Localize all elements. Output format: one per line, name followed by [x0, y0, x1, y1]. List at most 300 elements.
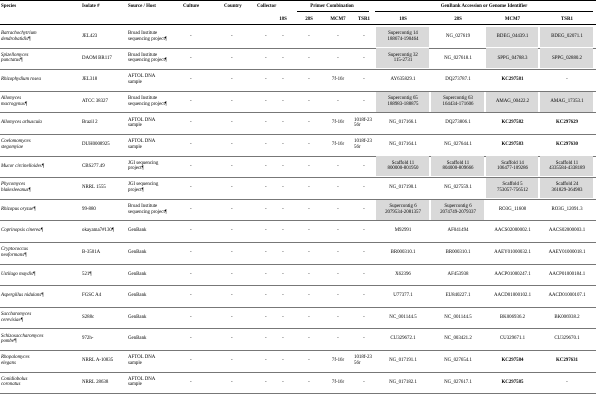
accession-28s: 804000-809666	[442, 166, 474, 172]
accession-18s: U77377.1	[393, 293, 413, 299]
primer-mcm7: -	[337, 293, 339, 299]
source-host: GenBank	[128, 271, 147, 277]
collector-value: -	[265, 250, 267, 255]
species-name: Conidiobolus	[1, 376, 28, 382]
collector-value: -	[265, 206, 267, 212]
primer-28s: -	[308, 206, 310, 212]
accession-tsr1: KC297629	[555, 120, 578, 126]
primer-tsr1: -	[363, 271, 365, 277]
accession-28s: NG_027619	[445, 34, 471, 39]
culture-value: -	[190, 185, 192, 191]
primer-tsr1: -	[363, 206, 365, 212]
species-name: punctatus¶	[1, 58, 23, 64]
accession-mcm7: Scaffold 14	[501, 160, 524, 166]
isolate-id: S288c	[82, 314, 95, 320]
isolate-id: okayama7#130¶	[82, 228, 115, 234]
isolate-id: ATCC 38327	[82, 98, 108, 104]
collector-value: -	[265, 379, 267, 385]
source-host: sample	[128, 144, 142, 150]
accession-18s: NG_017190.1	[389, 185, 417, 191]
accession-18s: Supercontig 6	[389, 204, 417, 209]
row-separator	[0, 393, 596, 394]
accession-mcm7: BK006936.2	[499, 314, 526, 320]
header-genbank-18s: 18S	[399, 17, 407, 22]
culture-value: -	[190, 98, 192, 104]
species-name: blakesleeanus¶	[1, 188, 31, 193]
culture-value: -	[190, 77, 192, 83]
source-host: Broad Institute	[128, 204, 158, 209]
country-value: -	[231, 379, 233, 385]
primer-mcm7: 7f-16r	[331, 77, 345, 83]
collector-value: -	[265, 336, 267, 342]
primer-tsr1: -	[363, 228, 365, 234]
accession-mcm7: KC297585	[501, 379, 524, 385]
accession-tsr1: 4335584-4338189	[549, 166, 585, 172]
culture-value: -	[190, 228, 192, 234]
accession-18s: Supercontig 14	[388, 31, 418, 37]
accession-18s: NC_001144.5	[389, 314, 417, 320]
accession-mcm7: SPPG_04788.3	[497, 55, 528, 61]
primer-18s: -	[282, 163, 284, 169]
collector-value: -	[265, 34, 267, 39]
culture-value: -	[190, 163, 192, 169]
accession-18s: Scaffold 11	[391, 160, 415, 166]
accession-mcm7: 106477-109286	[497, 166, 528, 172]
accession-mcm7: KC297582	[501, 120, 524, 126]
accession-mcm7: KC297581	[501, 77, 524, 83]
primer-28s: -	[308, 228, 310, 234]
accession-mcm7: AAEY01000032.1	[494, 250, 531, 255]
primer-28s: -	[308, 293, 310, 299]
primer-tsr1: -	[363, 77, 365, 83]
accession-tsr1: BK006938.2	[554, 314, 580, 320]
source-host: GenBank	[128, 314, 147, 320]
accession-18s: BR000310.1	[390, 250, 416, 255]
isolate-id: DUH0008925	[82, 142, 110, 147]
isolate-id: JEL423	[82, 34, 98, 39]
row-separator	[0, 69, 596, 70]
country-value: -	[231, 55, 233, 61]
primer-18s: -	[282, 142, 284, 147]
primer-mcm7: -	[337, 228, 339, 234]
primer-mcm7: -	[337, 34, 339, 39]
primer-mcm7: 7f-16r	[331, 142, 345, 147]
accession-18s: Supercontig 32	[388, 52, 418, 58]
primer-mcm7: 7f-16r	[331, 358, 345, 363]
collector-value: -	[265, 142, 267, 147]
header-primer-combination: Primer Combination	[310, 4, 354, 9]
species-name: Saccharomyces	[1, 312, 32, 317]
country-value: -	[231, 142, 233, 147]
accession-28s: 164434-171606	[442, 101, 474, 107]
country-value: -	[231, 358, 233, 363]
primer-group-rule	[297, 11, 369, 12]
collector-value: -	[265, 293, 267, 299]
primer-tsr1: 1018f-2356r	[354, 139, 372, 150]
primer-tsr1: -	[363, 163, 365, 169]
culture-value: -	[190, 336, 192, 342]
primer-tsr1: -	[363, 185, 365, 191]
source-host: project¶	[128, 166, 144, 172]
country-value: -	[231, 314, 233, 320]
row-separator	[0, 112, 596, 113]
accession-28s: NG_027618.1	[444, 55, 472, 61]
accession-tsr1: AACD01000107.1	[548, 293, 586, 299]
accession-28s: NG_027644.1	[444, 142, 472, 147]
country-value: -	[231, 228, 233, 234]
source-host: JGI sequencing	[128, 182, 159, 188]
species-name: pombe¶	[1, 339, 17, 345]
primer-tsr1: 1018f-2356r	[354, 355, 372, 366]
row-separator	[0, 372, 596, 373]
primer-28s: -	[308, 120, 310, 126]
source-host: AFTOL DNA	[128, 117, 156, 123]
primer-tsr1: -	[363, 336, 365, 342]
isolate-id: B-3501A	[82, 250, 101, 255]
accession-mcm7: AACP01000247.1	[494, 271, 531, 277]
country-value: -	[231, 271, 233, 277]
primer-mcm7: -	[337, 250, 339, 255]
primer-28s: -	[308, 34, 310, 39]
species-name: Coelomomyces	[1, 139, 31, 145]
row-separator	[0, 264, 596, 265]
primer-28s: -	[308, 142, 310, 147]
culture-value: -	[190, 206, 192, 212]
culture-value: -	[190, 34, 192, 39]
accession-18s: NG_017182.1	[389, 379, 417, 385]
culture-value: -	[190, 142, 192, 147]
culture-value: -	[190, 314, 192, 320]
collector-value: -	[265, 77, 267, 83]
primer-mcm7: -	[337, 336, 339, 342]
country-value: -	[231, 120, 233, 126]
primer-mcm7: 7f-16r	[331, 379, 345, 385]
country-value: -	[231, 250, 233, 255]
header-primer-18s: 18S	[279, 17, 287, 22]
accession-mcm7: BDEG_04439.1	[496, 34, 529, 39]
primer-tsr1: -	[363, 34, 365, 39]
header-culture: Culture	[183, 4, 200, 9]
species-name: Schizosaccharomyces	[1, 333, 44, 339]
accession-28s: 2074749-2079337	[440, 209, 476, 215]
primer-tsr1: -	[363, 98, 365, 104]
primer-28s: -	[308, 55, 310, 61]
source-host: AFTOL DNA	[128, 74, 156, 80]
species-name: Coprinopsis cinerea¶	[1, 228, 44, 234]
primer-28s: -	[308, 271, 310, 277]
collector-value: -	[265, 185, 267, 191]
accession-tsr1: AACP01000184.1	[548, 271, 586, 277]
isolate-id: NRRL 1555	[82, 185, 106, 191]
collector-value: -	[265, 55, 267, 61]
source-host: AFTOL DNA	[128, 139, 156, 145]
collector-value: -	[265, 120, 267, 126]
row-separator	[0, 328, 596, 329]
accession-28s: Scaffold 11	[446, 160, 470, 166]
header-primer-mcm7: MCM7	[330, 17, 346, 22]
row-separator	[0, 199, 596, 200]
header-source: Source / Host	[128, 4, 156, 9]
source-host: Broad Institute	[128, 52, 158, 58]
species-name: Phycomyces	[1, 182, 26, 188]
species-name: Rhizophydium rosea	[1, 77, 41, 83]
source-host: GenBank	[128, 336, 147, 342]
isolate-id: 521¶	[82, 271, 92, 277]
primer-tsr1: -	[363, 314, 365, 320]
header-primer-28s: 28S	[305, 17, 313, 22]
isolate-id: NRRL 28638	[82, 379, 109, 385]
country-value: -	[231, 336, 233, 342]
accession-28s: AF041494	[447, 228, 469, 234]
primer-28s: -	[308, 379, 310, 385]
row-separator	[0, 350, 596, 351]
culture-value: -	[190, 55, 192, 61]
primer-mcm7: -	[337, 98, 339, 104]
country-value: -	[231, 98, 233, 104]
accession-tsr1: CU329670.1	[554, 336, 580, 342]
source-host: JGI sequencing	[128, 160, 159, 166]
species-name: Rhizopus oryzae¶	[1, 206, 36, 212]
accession-tsr1: RO3G_12091.3	[551, 206, 583, 212]
primer-18s: -	[282, 293, 284, 299]
primer-28s: -	[308, 163, 310, 169]
isolate-id: 99-880	[82, 206, 96, 212]
accession-mcm7: KC297583	[501, 142, 524, 147]
primer-28s: -	[308, 336, 310, 342]
species-name: elegans	[1, 360, 16, 366]
accession-18s: NG_017164.1	[389, 142, 417, 147]
primer-18s: -	[282, 314, 284, 320]
primer-18s: -	[282, 336, 284, 342]
species-name: dendrobatidis¶	[1, 36, 31, 42]
collector-value: -	[265, 314, 267, 320]
accession-28s: DQ273787.1	[445, 77, 471, 83]
source-host: GenBank	[128, 228, 147, 234]
accession-tsr1: AACS02000003.1	[548, 228, 586, 234]
primer-18s: -	[282, 250, 284, 255]
primer-28s: -	[308, 250, 310, 255]
country-value: -	[231, 293, 233, 299]
primer-tsr1: -	[363, 250, 365, 255]
culture-value: -	[190, 379, 192, 385]
accession-mcm7: CU329671.1	[499, 336, 526, 342]
accession-tsr1: KC297630	[555, 142, 578, 147]
header-isolate: Isolate #	[82, 4, 100, 9]
accession-mcm7: AACS02000002.1	[494, 228, 531, 234]
accession-mcm7: 753057-756512	[497, 188, 528, 193]
source-host: Broad Institute	[128, 31, 158, 37]
primer-28s: -	[308, 77, 310, 83]
accession-tsr1: -	[566, 77, 568, 83]
primer-mcm7: -	[337, 163, 339, 169]
primer-mcm7: -	[337, 206, 339, 212]
isolate-id: Brazil 2	[82, 120, 98, 126]
species-name: Allomyces arbuscula	[1, 120, 42, 126]
accession-18s: NG_017166.1	[389, 120, 417, 126]
source-host: sequencing project¶	[128, 101, 168, 107]
primer-tsr1: -	[363, 55, 365, 61]
species-name: Aspergillus nidulans¶	[1, 293, 44, 299]
primer-28s: -	[308, 314, 310, 320]
accession-28s: Supercontig 6	[444, 204, 472, 209]
header-country: Country	[224, 4, 242, 9]
source-host: sequencing project¶	[128, 36, 168, 42]
source-host: sample	[128, 382, 142, 388]
accession-28s: DQ273806.1	[445, 120, 471, 126]
accession-tsr1: BDEG_02071.1	[551, 34, 583, 39]
accession-18s: CU329672.1	[390, 336, 416, 342]
primer-18s: -	[282, 55, 284, 61]
species-name: coronatus	[1, 382, 21, 388]
species-name: neoformans¶	[1, 252, 27, 258]
culture-value: -	[190, 358, 192, 363]
accession-28s: NG_027559.1	[444, 185, 472, 191]
row-separator	[0, 134, 596, 135]
row-separator	[0, 307, 596, 308]
row-separator	[0, 242, 596, 243]
accession-tsr1: Scaffold 11	[555, 160, 579, 166]
collector-value: -	[265, 358, 267, 363]
primer-18s: -	[282, 271, 284, 277]
primer-28s: -	[308, 185, 310, 191]
source-host: sequencing project¶	[128, 58, 168, 64]
country-value: -	[231, 77, 233, 83]
source-host: AFTOL DNA	[128, 355, 156, 361]
accession-18s: 188983-188875	[387, 101, 419, 107]
primer-18s: -	[282, 358, 284, 363]
species-name: Rhopalomyces	[1, 355, 30, 361]
culture-value: -	[190, 250, 192, 255]
accession-tsr1: -	[566, 379, 568, 385]
genbank-group-rule	[375, 11, 593, 12]
country-value: -	[231, 185, 233, 191]
source-host: sample	[128, 123, 142, 129]
header-genbank-mcm7: MCM7	[504, 17, 521, 22]
accession-28s: EU840227.1	[445, 293, 471, 299]
row-separator	[0, 220, 596, 221]
row-separator	[0, 285, 596, 286]
country-value: -	[231, 34, 233, 39]
collector-value: -	[265, 228, 267, 234]
culture-value: -	[190, 293, 192, 299]
header-genbank-28s: 28S	[454, 17, 462, 22]
species-name: Cryptococcus	[1, 247, 28, 253]
accession-28s: BR000310.1	[445, 250, 471, 255]
primer-18s: -	[282, 120, 284, 126]
source-host: AFTOL DNA	[128, 376, 156, 382]
accession-mcm7: AACD01000102.1	[493, 293, 532, 299]
isolate-id: CBS277.49	[82, 163, 105, 169]
accession-tsr1: AAEY01000018.1	[548, 250, 586, 255]
accession-28s: AF453938	[447, 271, 469, 277]
isolate-id: JEL318	[82, 77, 98, 83]
primer-28s: -	[308, 358, 310, 363]
accession-mcm7: KC297584	[501, 358, 524, 363]
accession-18s: Supercontig 65	[388, 96, 418, 101]
source-host: GenBank	[128, 250, 147, 255]
primer-mcm7: -	[337, 314, 339, 320]
header-primer-tsr1: TSR1	[358, 17, 370, 22]
primer-18s: -	[282, 77, 284, 83]
accession-28s: NG_027617.1	[444, 379, 472, 385]
accession-tsr1: KC297631	[555, 358, 578, 363]
source-host: project¶	[128, 188, 144, 193]
header-species: Species	[1, 4, 17, 9]
accession-18s: M92991	[394, 228, 412, 234]
species-name: macrogynus¶	[1, 101, 28, 107]
accession-28s: NG_027654.1	[444, 358, 472, 363]
primer-18s: -	[282, 228, 284, 234]
accession-18s: 188674-190464	[387, 36, 419, 42]
primer-18s: -	[282, 185, 284, 191]
accession-tsr1: SPPG_02880.2	[551, 55, 583, 61]
primer-mcm7: -	[337, 55, 339, 61]
species-name: Allomyces	[1, 96, 22, 101]
primer-mcm7: -	[337, 185, 339, 191]
primer-tsr1: -	[363, 293, 365, 299]
primer-18s: -	[282, 34, 284, 39]
source-host: GenBank	[128, 293, 147, 299]
accession-mcm7: Scaffold 5	[502, 182, 523, 188]
primer-28s: -	[308, 98, 310, 104]
primer-18s: -	[282, 206, 284, 212]
accession-tsr1: AMAG_17353.1	[550, 98, 584, 104]
accession-28s: NC_001144.5	[444, 314, 472, 320]
collector-value: -	[265, 271, 267, 277]
isolate-id: 972h-	[82, 336, 94, 342]
primer-mcm7: -	[337, 271, 339, 277]
table-top-rule	[0, 0, 596, 1]
accession-28s: Supercontig 63	[443, 96, 473, 101]
species-name: Batrachochytrium	[1, 31, 37, 37]
accession-18s: 115-2731	[393, 58, 413, 64]
accession-28s: NC_003421.2	[444, 336, 472, 342]
primer-18s: -	[282, 98, 284, 104]
accession-18s: AY635829.1	[390, 77, 416, 83]
species-name: Spizellomyces	[1, 52, 29, 58]
header-genbank-accession: GenBank Accession or Genome Identifier	[440, 4, 528, 9]
culture-value: -	[190, 120, 192, 126]
country-value: -	[231, 163, 233, 169]
accession-mcm7: AMAG_00422.2	[495, 98, 530, 104]
source-host: sequencing project¶	[128, 209, 168, 215]
primer-18s: -	[282, 379, 284, 385]
collector-value: -	[265, 98, 267, 104]
header-collector: Collector	[257, 4, 277, 9]
primer-tsr1: -	[363, 379, 365, 385]
primer-tsr1: 1018f-2356r	[354, 117, 372, 129]
accession-18s: X62396	[395, 271, 411, 277]
isolate-id: NRRL A-10835	[82, 358, 114, 363]
species-name: stegomyiae	[1, 144, 24, 150]
accession-mcm7: RO3G_11608	[498, 206, 527, 212]
accession-tsr1: 361829-364983	[551, 188, 583, 193]
culture-value: -	[190, 271, 192, 277]
source-host: sample	[128, 80, 142, 85]
primer-mcm7: 7f-16r	[331, 120, 345, 126]
country-value: -	[231, 206, 233, 212]
accession-18s: 2079534-2081357	[385, 209, 421, 215]
species-name: Mucor circinelloides¶	[1, 163, 45, 169]
isolate-id: FGSC A4	[82, 293, 102, 299]
accession-tsr1: Scaffold 24	[555, 182, 579, 188]
isolate-id: DAOM BR117	[82, 55, 112, 61]
species-name: Ustilago maydis¶	[1, 271, 36, 277]
header-genbank-tsr1: TSR1	[561, 17, 573, 22]
header-bottom-rule	[0, 24, 596, 25]
source-host: Broad Institute	[128, 96, 158, 101]
collector-value: -	[265, 163, 267, 169]
